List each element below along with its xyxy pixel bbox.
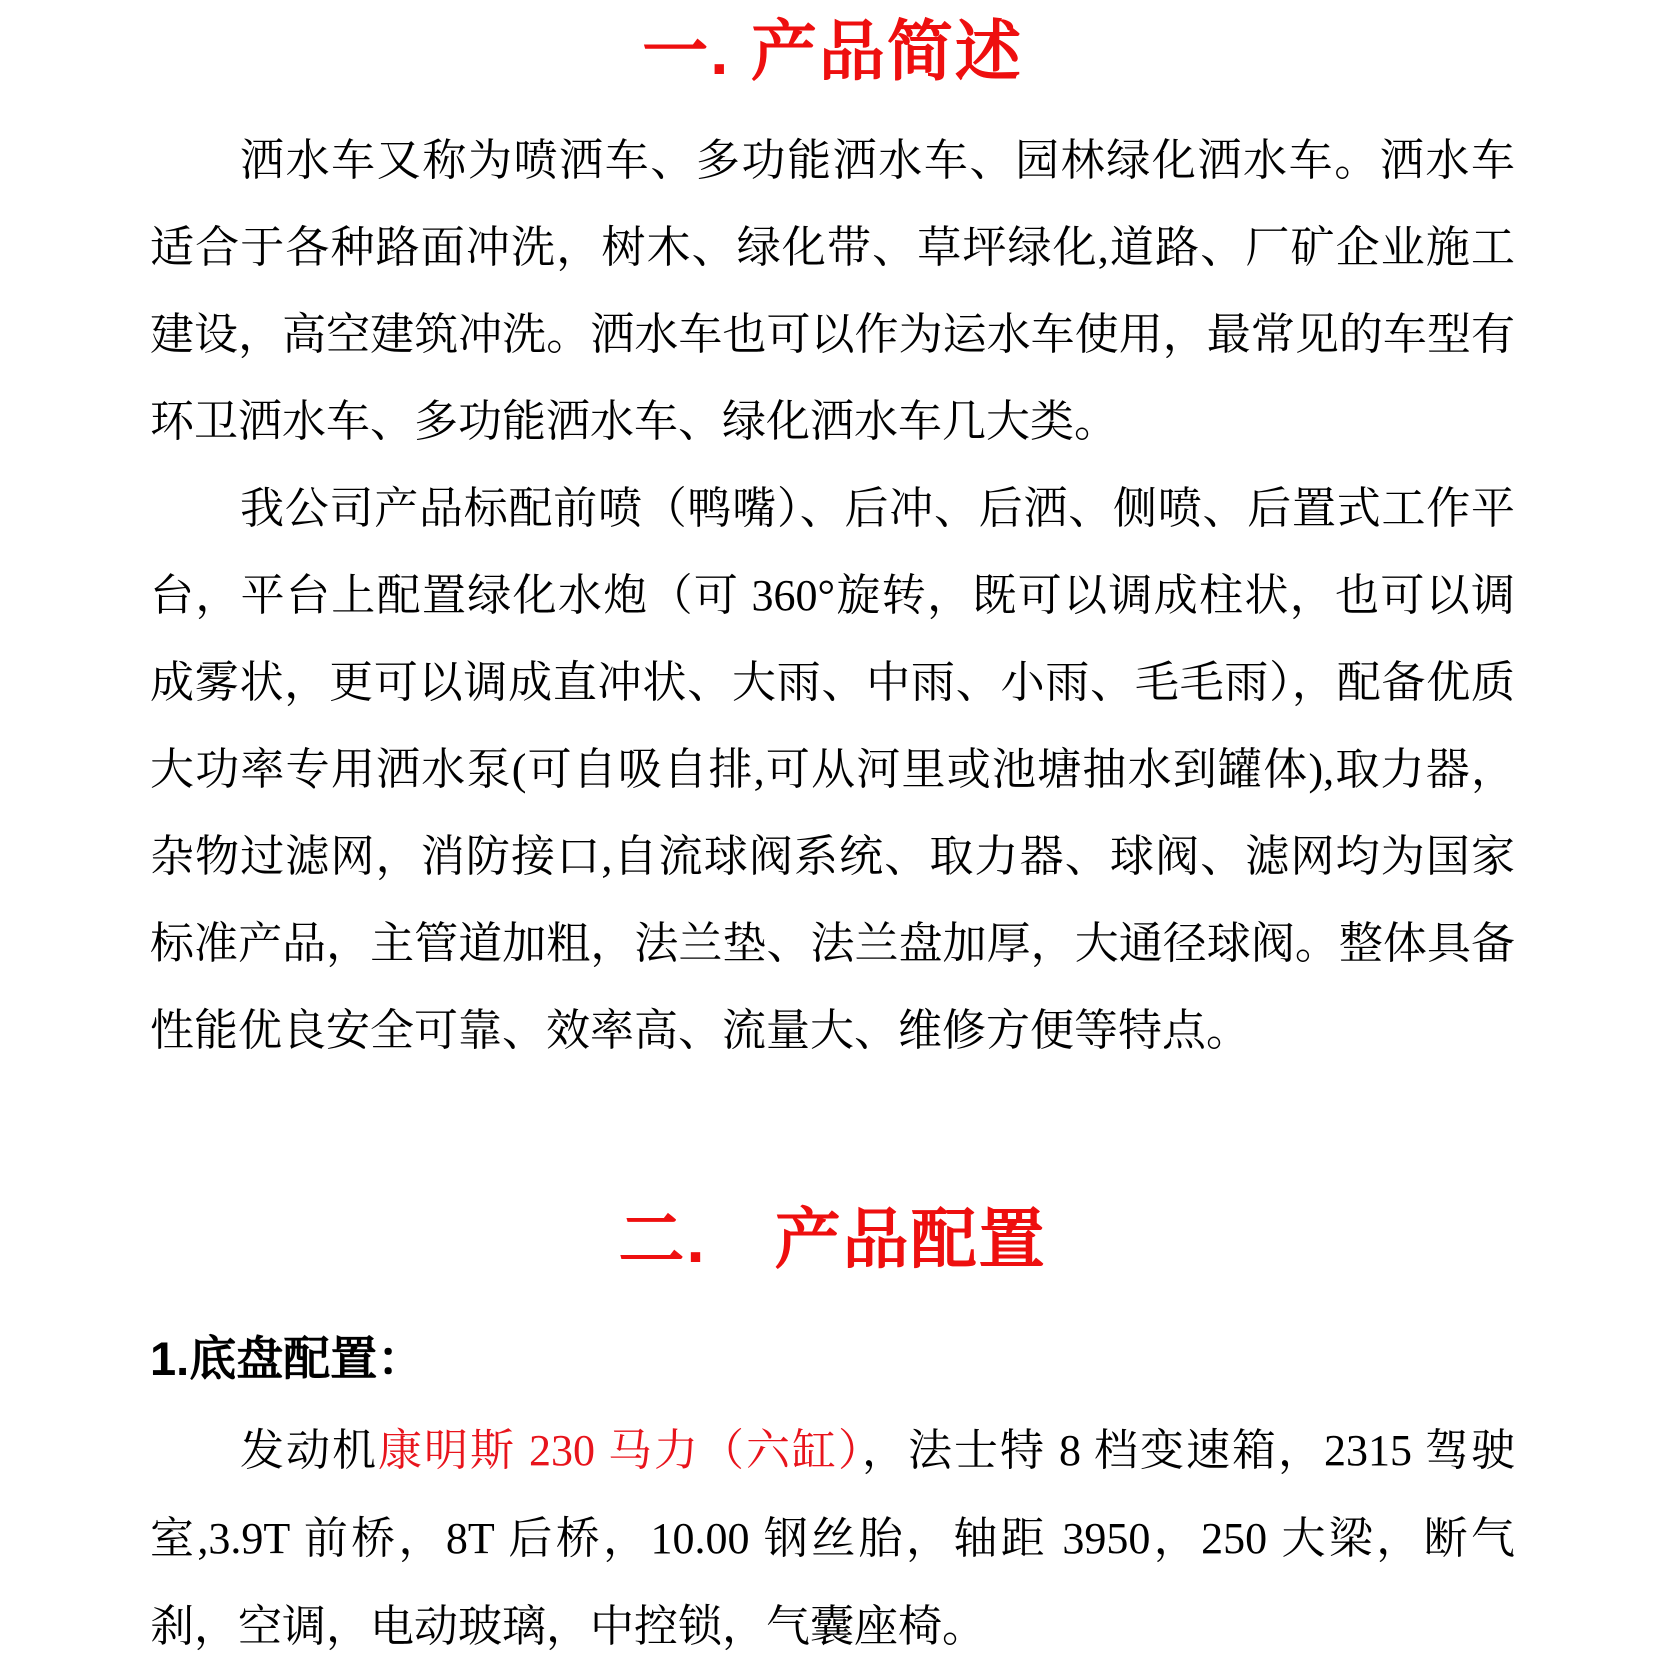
engine-highlight: 康明斯 230 马力（六缸）: [378, 1426, 862, 1476]
section1-body: [150, 117, 1515, 1074]
intro-paragraph: 洒水车又称为喷洒车、多功能洒水车、园林绿化洒水车。洒水车适合于各种路面冲洗，树木、绿化带、草坪绿化,道路、厂矿企业施工建设，高空建筑冲洗。洒水车也可以作为运水车使用，最常见的车型有环卫洒水车、多功能洒水车、绿化洒水车几大类。: [150, 136, 1515, 447]
chassis-text-lead: 发动机: [240, 1426, 378, 1476]
chassis-text-rest: ，法士特 8 档变速箱，2315 驾驶室,3.9T 前桥，8T 后桥，10.00 钢丝胎，轴距 3950，250 大梁，断气刹，空调，电动玻璃，中控锁，气囊座椅。: [150, 1426, 1515, 1652]
section1-title: 一. 产品简述: [642, 14, 1023, 88]
chassis-paragraph: [150, 1407, 1515, 1671]
section2-title: 二. 产品配置: [618, 1202, 1047, 1277]
features-paragraph: 我公司产品标配前喷（鸭嘴）、后冲、后洒、侧喷、后置式工作平台，平台上配置绿化水炮（可 360°旋转，既可以调成柱状，也可以调成雾状，更可以调成直冲状、大雨、中雨、小雨、毛毛雨），配备优质大功率专用洒水泵(可自吸自排,可从河里或池塘抽水到罐体),取力器，杂物过滤网，消防接口,自流球阀系统、取力器、球阀、滤网均为国家标准产品，主管道加粗，法兰垫、法兰盘加厚，大通径球阀。整体具备性能优良安全可靠、效率高、流量大、维修方便等特点。: [150, 484, 1515, 1056]
chassis-config-heading: 1.底盘配置：: [150, 1332, 425, 1386]
